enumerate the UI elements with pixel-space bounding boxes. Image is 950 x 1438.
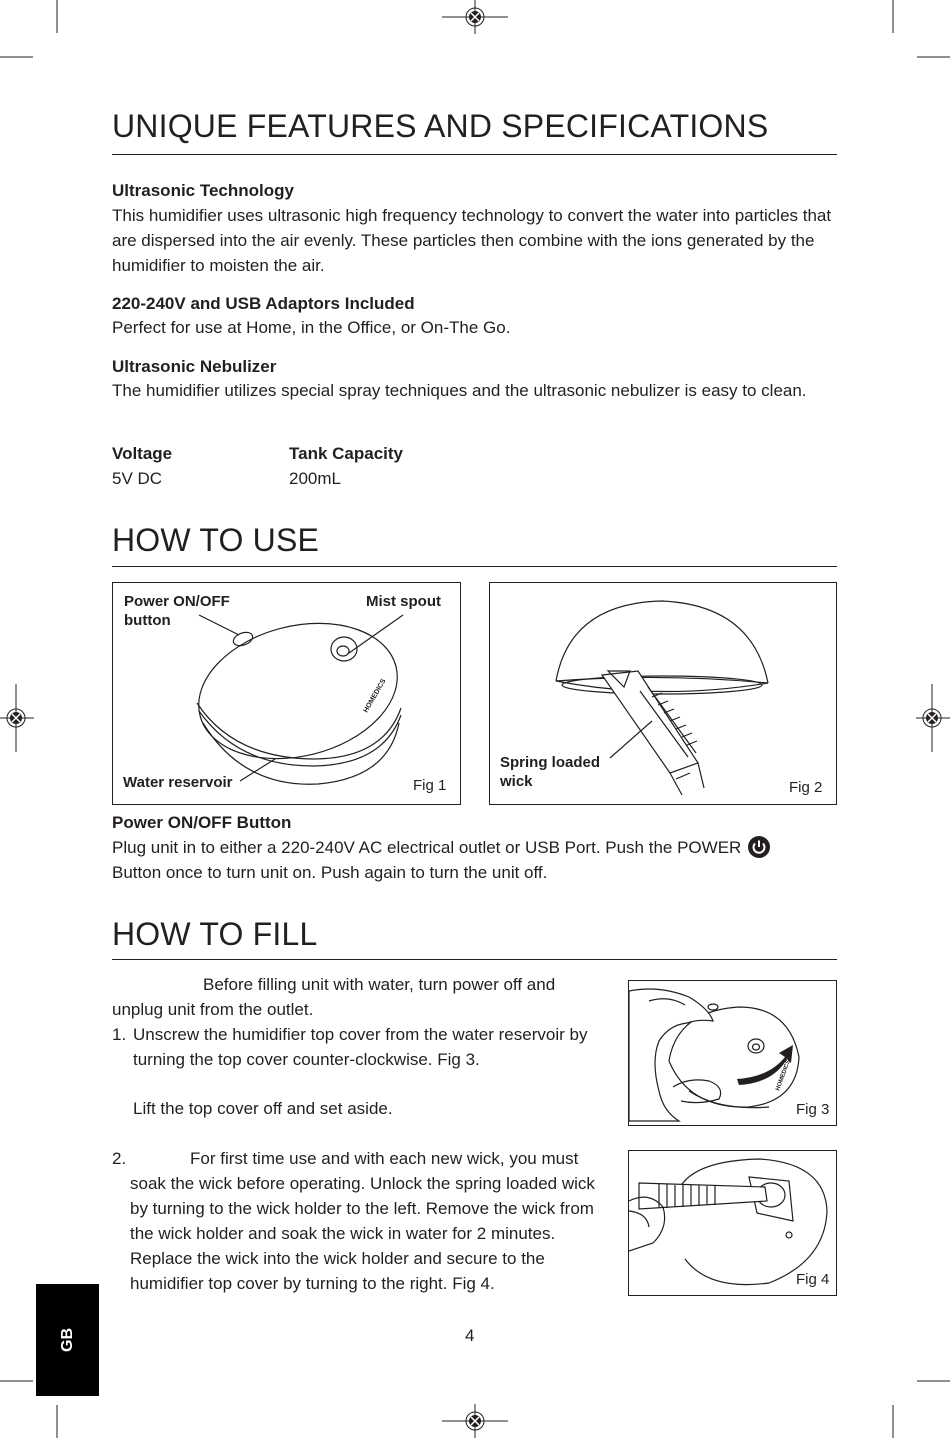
brand-mark: HOMEDICS [362,677,388,714]
figure-caption: Fig 4 [796,1271,830,1288]
power-icon [748,836,770,858]
label-power-button: Power ON/OFF button [124,593,230,629]
voltage-label: Voltage [112,444,173,463]
features-heading: UNIQUE FEATURES AND SPECIFICATIONS [112,108,769,144]
capacity-value: 200mL [289,469,341,488]
heading-rule [112,154,837,155]
step-1-extra: Lift the top cover off and set aside. [133,1099,393,1118]
feature-body: Perfect for use at Home, in the Office, or On-The Go. [112,318,511,337]
power-body-line-2: Button once to turn unit on. Push again to turn the unit off. [112,863,548,882]
step-number: 2. [112,1149,127,1168]
figure-caption: Fig 3 [796,1101,830,1118]
feature-body: This humidifier uses ultrasonic high frequency technology to convert the water into particles that are dispersed into the air evenly. These particles then combine with the ions generated by the humidifier to moisten the air. [112,206,832,275]
figure-caption: Fig 1 [413,777,447,794]
step-2-body: soak the wick before operating. Unlock the spring loaded wick by turning to the wick holder to the left. Remove the wick from the wick holder and soak the wick in water for 2 minutes. Replace the wick into the wick holder and secure to the humidifier top cover by turning to the right. Fig 4. [130,1174,595,1293]
language-tab [36,1284,99,1396]
power-section-body [112,835,832,885]
feature-body: The humidifier utilizes special spray techniques and the ultrasonic nebulizer is easy to clean. [112,381,807,400]
feature-title: Ultrasonic Technology [112,181,294,200]
heading-rule [112,959,837,960]
figure-3 [628,980,837,1126]
feature-title: Ultrasonic Nebulizer [112,357,277,376]
feature-title: 220-240V and USB Adaptors Included [112,294,415,313]
power-body-line-1: Plug unit in to either a 220-240V AC electrical outlet or USB Port. Push the POWER [112,838,742,857]
label-spring-loaded-wick: Spring loaded wick [500,754,601,790]
power-section-title: Power ON/OFF Button [112,813,292,832]
capacity-label: Tank Capacity [289,444,404,463]
label-mist-spout: Mist spout [366,593,441,610]
figure-1 [112,582,461,805]
page-number: 4 [465,1326,475,1345]
figure-caption: Fig 2 [789,779,823,796]
fill-intro-line-2: unplug unit from the outlet. [112,1000,314,1019]
heading-rule [112,566,837,567]
fill-intro-line-1: Before filling unit with water, turn power off and [203,975,556,994]
language-tab-label: GB [58,1328,76,1352]
voltage-value: 5V DC [112,469,163,488]
figure-4 [628,1150,837,1296]
step-number: 1. [112,1025,127,1044]
how-to-fill-heading: HOW TO FILL [112,916,318,952]
figure-2 [489,582,837,805]
label-water-reservoir: Water reservoir [123,774,233,791]
how-to-use-heading: HOW TO USE [112,522,320,558]
step-1-body: Unscrew the humidifier top cover from the water reservoir by turning the top cover counter-clockwise. Fig 3. [133,1025,588,1069]
step-2-first-line: For first time use and with each new wick, you must [190,1149,579,1168]
brand-mark: HOMEDICS [775,1059,792,1092]
